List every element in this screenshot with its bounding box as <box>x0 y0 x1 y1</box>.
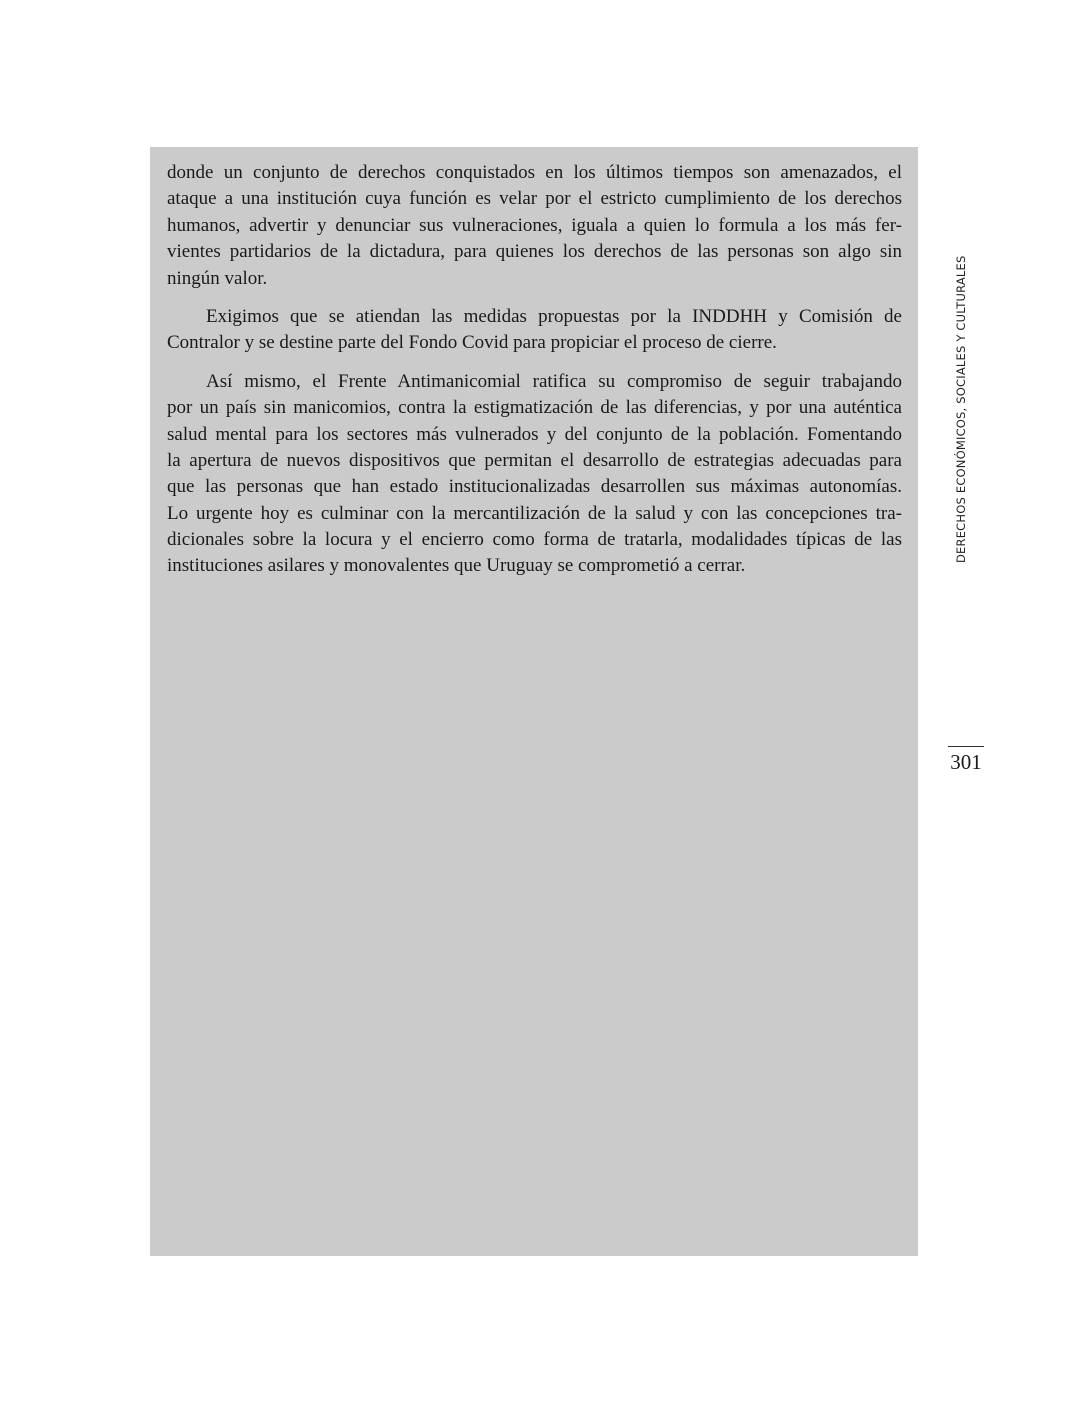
text-line: Lo urgente hoy es culminar con la mercantilización de la salud y con las concepciones tra- <box>167 502 902 524</box>
text-line: la apertura de nuevos dispositivos que permitan el desarrollo de estrategias adecuadas para <box>167 449 902 471</box>
text-line: dicionales sobre la locura y el encierro como forma de tratarla, modalidades típicas de las <box>167 529 902 551</box>
text-line: Contralor y se destine parte del Fondo Covid para propiciar el proceso de cierre. <box>167 332 777 354</box>
text-line: ningún valor. <box>167 267 268 289</box>
paragraph-2 <box>167 304 902 357</box>
text-line: donde un conjunto de derechos conquistados en los últimos tiempos son amenazados, el <box>167 162 902 183</box>
page-number: 301 <box>950 750 982 774</box>
text-line: Así mismo, el Frente Antimanicomial ratifica su compromiso de seguir trabajando <box>206 370 902 392</box>
paragraph-3 <box>167 369 902 580</box>
running-header-vertical: DERECHOS ECONÓMICOS, SOCIALES Y CULTURALES <box>954 255 968 563</box>
text-line: instituciones asilares y monovalentes que Uruguay se comprometió a cerrar. <box>167 555 746 577</box>
text-line: por un país sin manicomios, contra la estigmatización de las diferencias, y por una auténtica <box>167 397 902 419</box>
text-line: humanos, advertir y denunciar sus vulneraciones, iguala a quien lo formula a los más fer- <box>167 214 902 236</box>
text-line: ataque a una institución cuya función es velar por el estricto cumplimiento de los derechos <box>167 188 902 210</box>
text-line: salud mental para los sectores más vulnerados y del conjunto de la población. Fomentando <box>167 423 902 445</box>
text-line: que las personas que han estado institucionalizadas desarrollen sus máximas autonomías. <box>167 476 902 498</box>
text-line: vientes partidarios de la dictadura, para quienes los derechos de las personas son algo sin <box>167 241 902 263</box>
text-line: Exigimos que se atiendan las medidas propuestas por la INDDHH y Comisión de <box>206 305 902 327</box>
body-text <box>167 160 902 580</box>
paragraph-1 <box>167 160 902 292</box>
page-number-rule <box>948 746 984 747</box>
